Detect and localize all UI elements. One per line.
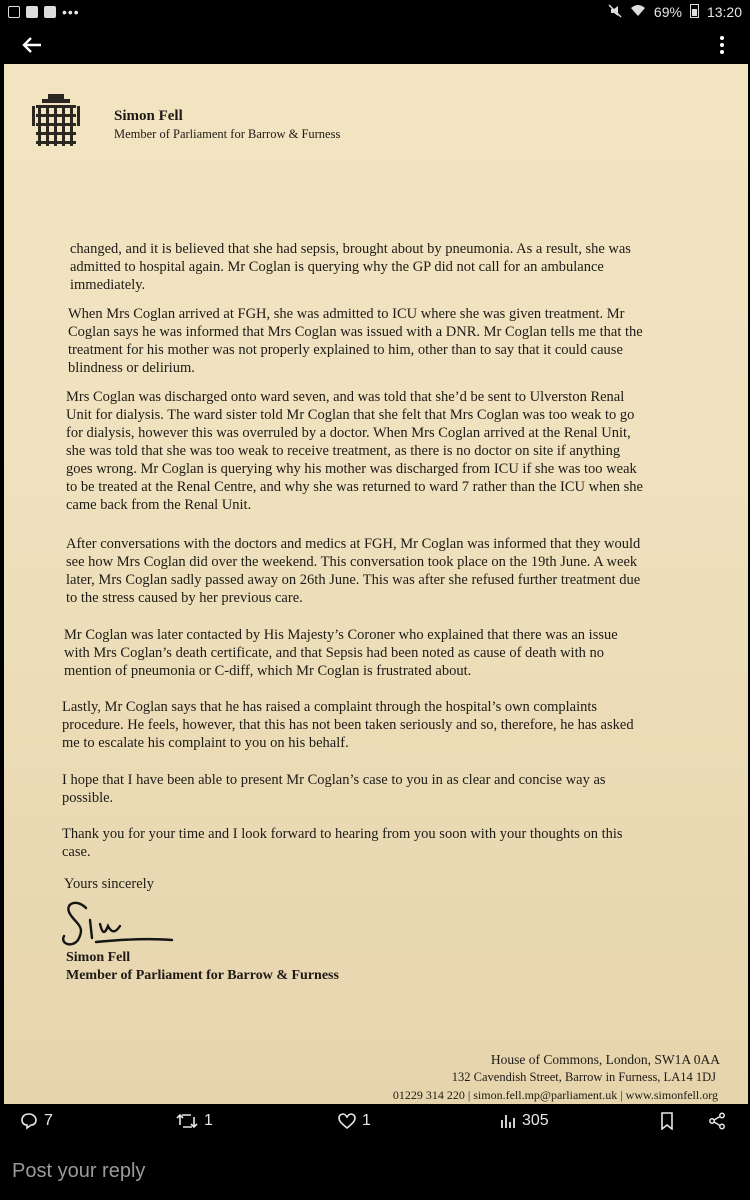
text-line: treatment for his mother was not properly explained to him, other than to say that it could cause	[68, 342, 623, 358]
text-line: for dialysis, however this was overruled by a doctor. When Mrs Coglan arrived at the Renal Unit,	[66, 425, 631, 441]
reply-input[interactable]: Post your reply	[12, 1160, 146, 1182]
text-line: Lastly, Mr Coglan says that he has raised a complaint through the hospital’s own complaints	[62, 699, 598, 715]
text-line: changed, and it is believed that she had sepsis, brought about by pneumonia. As a result, she was	[70, 241, 631, 257]
text-line: to be treated at the Renal Centre, and why she was returned to ward 7 rather than the ICU when she	[66, 479, 643, 495]
text-line: case.	[62, 844, 91, 860]
letter-paragraph	[62, 825, 702, 861]
bookmark-icon	[660, 1112, 674, 1130]
status-bar	[0, 0, 750, 24]
more-dots-icon: •••	[62, 4, 80, 20]
repost-icon	[176, 1112, 198, 1130]
reply-count: 7	[44, 1112, 53, 1129]
text-line: possible.	[62, 790, 114, 806]
text-line: later, Mrs Coglan sadly passed away on 26th June. This was after she refused further treatment due	[66, 572, 641, 588]
facebook-icon	[44, 6, 56, 18]
letter-paragraph	[66, 535, 706, 607]
battery-text: 69%	[653, 4, 682, 20]
reply-icon	[20, 1112, 38, 1130]
text-line: came back from the Renal Unit.	[66, 497, 252, 513]
text-line: me to escalate his complaint to you on his behalf.	[62, 735, 349, 751]
letter-paragraph	[66, 388, 706, 514]
views-button[interactable]	[500, 1112, 549, 1130]
address-line: 01229 314 220 | simon.fell.mp@parliament.uk | www.simonfell.org	[392, 1088, 718, 1102]
text-line: goes wrong. Mr Coglan is querying why his mother was discharged from ICU if she was too weak	[66, 461, 637, 477]
text-line: admitted to hospital again. Mr Coglan is querying why the GP did not call for an ambulance	[70, 259, 604, 275]
status-icons-right	[608, 3, 742, 21]
gallery-icon	[8, 6, 20, 18]
bookmark-button[interactable]	[660, 1112, 674, 1130]
text-line: When Mrs Coglan arrived at FGH, she was admitted to ICU where she was given treatment. Mr	[68, 306, 625, 322]
reply-button[interactable]	[20, 1112, 53, 1130]
reply-bar	[0, 1146, 750, 1200]
post-action-bar	[0, 1104, 750, 1142]
signature-title: Member of Parliament for Barrow & Furness	[66, 968, 339, 983]
share-button[interactable]	[708, 1112, 726, 1130]
text-line: mention of pneumonia or C-diff, which Mr Coglan is frustrated about.	[64, 663, 472, 679]
letterhead-name: Simon Fell	[114, 108, 183, 124]
text-line: immediately.	[70, 277, 146, 293]
letterhead-title: Member of Parliament for Barrow & Furness	[114, 127, 341, 141]
heart-icon	[338, 1113, 356, 1130]
like-count: 1	[362, 1112, 371, 1129]
wifi-icon	[630, 4, 646, 21]
text-line: see how Mrs Coglan did over the weekend. This conversation took place on the 19th June. A week	[66, 554, 638, 570]
text-line: with Mrs Coglan’s death certificate, and that Sepsis had been noted as cause of death with no	[64, 645, 604, 661]
letter-paragraph	[62, 698, 702, 752]
text-line: I hope that I have been able to present Mr Coglan’s case to you in as clear and concise way as	[62, 772, 606, 788]
text-line: Unit for dialysis. The ward sister told Mr Coglan that she felt that Mrs Coglan was too weak to go	[66, 407, 635, 423]
text-line: Mr Coglan was later contacted by His Majesty’s Coroner who explained that there was an issue	[64, 627, 618, 643]
text-line: she was told that she was too weak to receive treatment, as there is no doctor on site if anything	[66, 443, 621, 459]
letter-paragraph	[70, 240, 710, 294]
more-options-button[interactable]	[712, 30, 732, 60]
battery-icon	[690, 3, 699, 21]
more-vert-icon	[719, 35, 725, 55]
repost-button[interactable]	[176, 1112, 213, 1130]
back-arrow-icon	[21, 34, 43, 56]
closing-line: Yours sincerely	[64, 876, 154, 892]
repost-count: 1	[204, 1112, 213, 1129]
text-line: to the stress caused by her previous care.	[66, 590, 303, 606]
back-button[interactable]	[14, 30, 50, 60]
clock: 13:20	[706, 4, 742, 20]
signature-name: Simon Fell	[66, 950, 131, 965]
like-button[interactable]	[338, 1112, 371, 1130]
share-icon	[708, 1112, 726, 1130]
text-line: Coglan says he was informed that Mrs Coglan was issued with a DNR. Mr Coglan tells me that the	[68, 324, 643, 340]
portcullis-crest-icon	[30, 92, 82, 152]
text-line: After conversations with the doctors and medics at FGH, Mr Coglan was informed that they would	[66, 536, 641, 552]
letter-paragraph	[64, 626, 704, 680]
letter-paragraph	[62, 771, 702, 807]
status-icons-left	[8, 4, 80, 20]
letter-paragraph	[68, 305, 708, 377]
text-line: Mrs Coglan was discharged onto ward seven, and was told that she’d be sent to Ulverston Renal	[66, 389, 625, 405]
address-line: 132 Cavendish Street, Barrow in Furness, LA14 1DJ	[451, 1070, 716, 1084]
text-line: Thank you for your time and I look forward to hearing from you soon with your thoughts on this	[62, 826, 623, 842]
letter-image[interactable]	[4, 64, 748, 1104]
text-line: blindness or delirium.	[68, 360, 195, 376]
views-count: 305	[522, 1112, 549, 1129]
mute-icon	[608, 4, 622, 21]
address-line: House of Commons, London, SW1A 0AA	[490, 1052, 720, 1067]
text-line: procedure. He feels, however, that this has not been taken seriously and so, therefore, he has asked	[62, 717, 634, 733]
views-chart-icon	[500, 1113, 516, 1129]
facebook-icon	[26, 6, 38, 18]
top-toolbar	[0, 24, 750, 66]
